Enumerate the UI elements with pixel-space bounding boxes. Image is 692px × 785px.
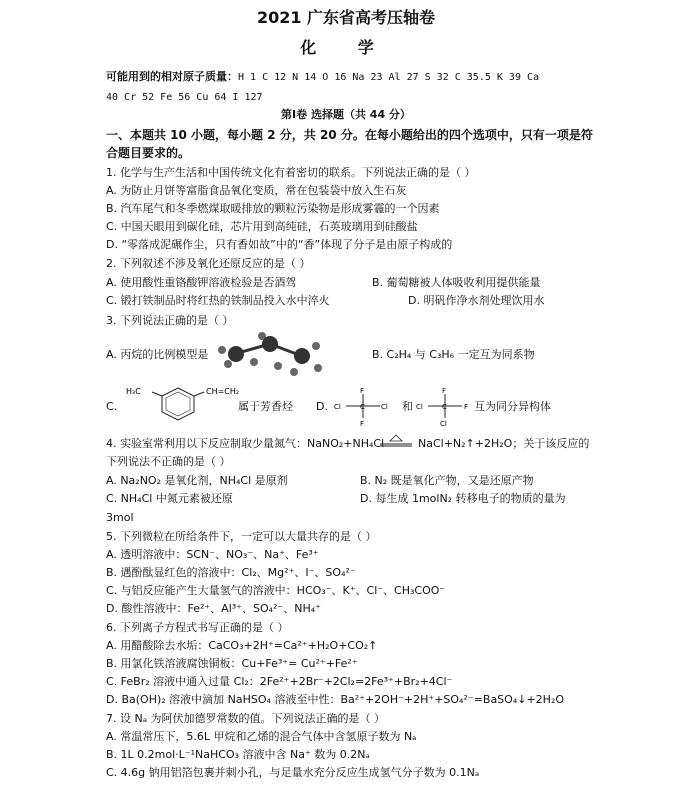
svg-text:F: F xyxy=(464,403,469,411)
q2-option-c: C. 锻打铁制品时将红热的铁制品投入水中淬火 xyxy=(106,294,330,307)
vinyl-label: CH=CH₂ xyxy=(206,387,240,396)
q6-stem: 6. 下列离子方程式书写正确的是（ ） xyxy=(106,621,289,634)
q5-option-d: D. 酸性溶液中：Fe²⁺、Al³⁺、SO₄²⁻、NH₄⁺ xyxy=(106,602,321,615)
q6-option-b: B. 用氯化铁溶液腐蚀铜板：Cu+Fe³⁺= Cu²⁺+Fe²⁺ xyxy=(106,657,358,670)
q3-option-d-prefix: D. xyxy=(316,400,328,413)
q3-option-d-suffix: 互为同分异构体 xyxy=(474,400,551,413)
q2-option-b: B. 葡萄糖被人体吸收利用提供能量 xyxy=(372,276,541,289)
q1-option-c: C. 中国天眼用到碳化硅，芯片用到高纯硅，石英玻璃用到硅酸盐 xyxy=(106,220,418,233)
dichlorodifluoromethane-structure-2 xyxy=(416,384,474,428)
q7-option-c: C. 4.6g 钠用铝箔包裹并刺小孔，与足量水充分反应生成氢气分子数为 0.1Nₐ xyxy=(106,766,480,779)
q3-option-c-prefix: C. xyxy=(106,400,118,413)
q1-option-a: A. 为防止月饼等富脂食品氧化变质，常在包装袋中放入生石灰 xyxy=(106,184,407,197)
atomic-masses-values: H 1 C 12 N 14 O 16 Na 23 Al 27 S 32 C 35.5 K 39 Ca xyxy=(238,72,540,83)
q5-option-c: C. 与铝反应能产生大量氢气的溶液中：HCO₃⁻、K⁺、Cl⁻、CH₃COO⁻ xyxy=(106,584,446,597)
q5-stem: 5. 下列微粒在所给条件下，一定可以大量共存的是（ ） xyxy=(106,530,377,543)
q6-option-c: C. FeBr₂ 溶液中通入过量 Cl₂：2Fe²⁺+2Br⁻+2Cl₂=2Fe³⁺+Br₂+4Cl⁻ xyxy=(106,675,453,688)
methyl-label: H₃C xyxy=(126,387,141,396)
q2-option-d: D. 明矾作净水剂处理饮用水 xyxy=(408,294,545,307)
dichlorodifluoromethane-structure-1 xyxy=(334,384,392,428)
q1-option-b: B. 汽车尾气和冬季燃煤取暖排放的颗粒污染物是形成雾霾的一个因素 xyxy=(106,202,440,215)
q7-stem: 7. 设 Nₐ 为阿伏加德罗常数的值。下列说法正确的是（ ） xyxy=(106,712,386,725)
q3-option-d-and: 和 xyxy=(402,400,413,413)
q4-option-b: B. N₂ 既是氧化产物，又是还原产物 xyxy=(360,474,534,487)
q4-stem-part-3: 下列说法不正确的是（ ） xyxy=(106,455,231,468)
svg-text:F: F xyxy=(442,387,447,395)
q4-option-d-continued: 3mol xyxy=(106,511,134,524)
q3-option-a: A. 丙烷的比例模型是 xyxy=(106,348,209,361)
q1-stem: 1. 化学与生产生活和中国传统文化有着密切的联系。下列说法正确的是（ ） xyxy=(106,166,476,179)
q5-option-b: B. 遇酚酞显红色的溶液中：Cl₂、Mg²⁺、I⁻、SO₄²⁻ xyxy=(106,566,356,579)
atomic-masses-line-2: 40 Cr 52 Fe 56 Cu 64 I 127 xyxy=(106,92,263,103)
q4-stem-part-2: NaCl+N₂↑+2H₂O；关于该反应的 xyxy=(418,437,590,450)
methylstyrene-structure-image xyxy=(126,382,242,426)
svg-text:F: F xyxy=(360,387,365,395)
svg-text:Cl: Cl xyxy=(334,403,341,411)
atomic-masses-label: 可能用到的相对原子质量： xyxy=(106,70,238,83)
q5-option-a: A. 透明溶液中：SCN⁻、NO₃⁻、Na⁺、Fe³⁺ xyxy=(106,548,319,561)
q6-option-d: D. Ba(OH)₂ 溶液中滴加 NaHSO₄ 溶液至中性：Ba²⁺+2OH⁻+2H⁺+SO₄²⁻=BaSO₄↓+2H₂O xyxy=(106,693,565,706)
q2-stem: 2. 下列叙述不涉及氧化还原反应的是（ ） xyxy=(106,257,311,270)
atomic-masses-line-1 xyxy=(106,70,539,85)
svg-text:C: C xyxy=(442,403,447,411)
subject-title: 化 学 xyxy=(300,38,392,57)
svg-text:Cl: Cl xyxy=(416,403,423,411)
q4-stem-part-1: 4. 实验室常利用以下反应制取少量氮气：NaNO₂+NH₄Cl xyxy=(106,437,385,450)
section-title: 第Ⅰ卷 选择题（共 44 分） xyxy=(281,108,411,121)
q4-option-c: C. NH₄Cl 中氮元素被还原 xyxy=(106,492,233,505)
q7-option-a: A. 常温常压下，5.6L 甲烷和乙烯的混合气体中含氢原子数为 Nₐ xyxy=(106,730,417,743)
heating-arrow-icon xyxy=(378,434,414,448)
q6-option-a: A. 用醋酸除去水垢：CaCO₃+2H⁺=Ca²⁺+H₂O+CO₂↑ xyxy=(106,639,378,652)
q7-option-b: B. 1L 0.2mol·L⁻¹NaHCO₃ 溶液中含 Na⁺ 数为 0.2Nₐ xyxy=(106,748,370,761)
section-instruction-1: 一、本题共 10 小题，每小题 2 分，共 20 分。在每小题给出的四个选项中，只有一项是符 xyxy=(106,128,593,142)
q2-option-a: A. 使用酸性重铬酸钾溶液检验是否酒驾 xyxy=(106,276,297,289)
section-instruction-2: 合题目要求的。 xyxy=(106,146,191,160)
svg-text:Cl: Cl xyxy=(381,403,388,411)
q4-option-a: A. Na₂NO₂ 是氧化剂，NH₄Cl 是原剂 xyxy=(106,474,288,487)
q4-option-d: D. 每生成 1molN₂ 转移电子的物质的量为 xyxy=(360,492,566,505)
q1-option-d: D. “零落成泥碾作尘，只有香如故”中的“香”体现了分子是由原子构成的 xyxy=(106,238,453,251)
svg-text:F: F xyxy=(360,420,365,428)
q3-option-c-suffix: 属于芳香烃 xyxy=(238,400,293,413)
paper-title: 2021 广东省高考压轴卷 xyxy=(256,8,436,27)
q3-stem: 3. 下列说法正确的是（ ） xyxy=(106,314,234,327)
svg-text:C: C xyxy=(360,403,365,411)
propane-ball-model-image xyxy=(216,332,328,378)
q3-option-b: B. C₂H₄ 与 C₃H₆ 一定互为同系物 xyxy=(372,348,535,361)
svg-text:Cl: Cl xyxy=(440,420,447,428)
